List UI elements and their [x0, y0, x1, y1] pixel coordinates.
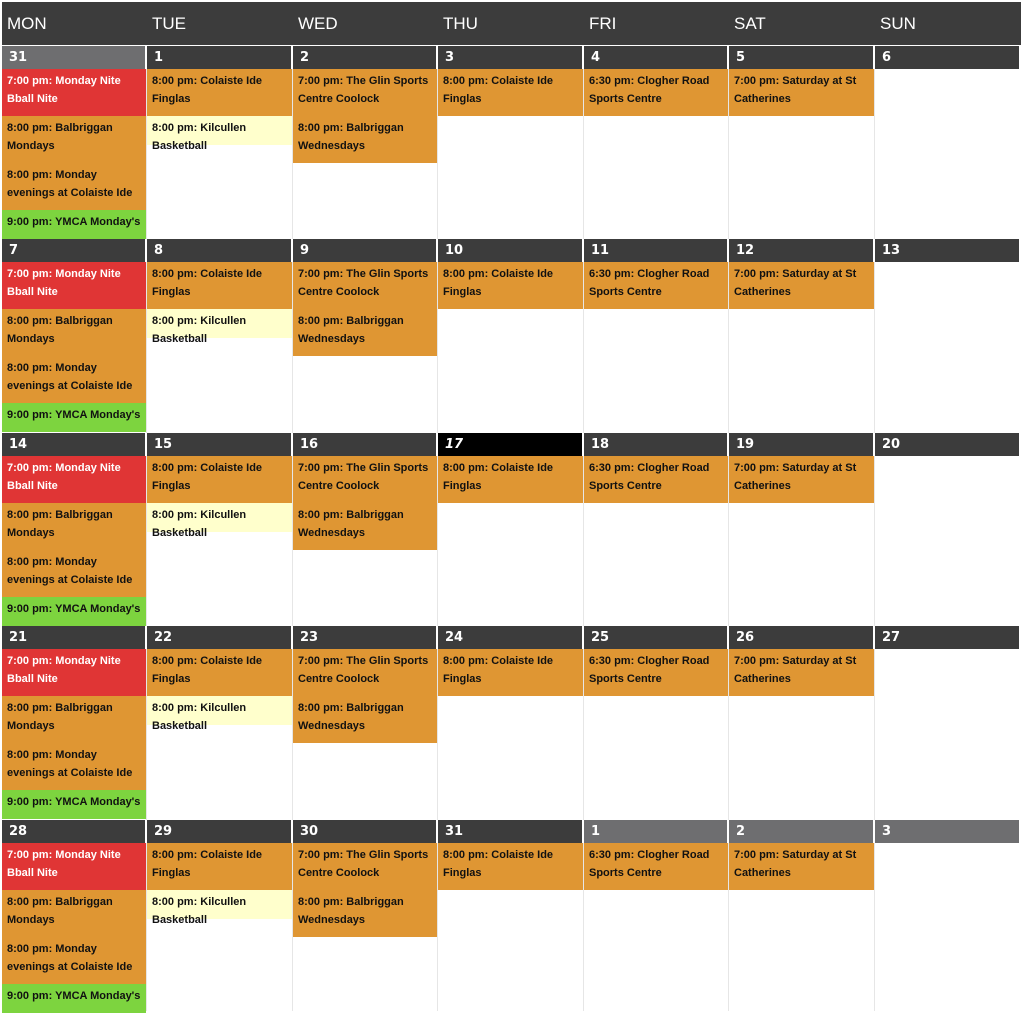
calendar-event[interactable]: 7:00 pm: Saturday at St Catherines — [729, 262, 874, 309]
weekday-wed: WED — [298, 14, 338, 33]
week-row — [2, 820, 1021, 1011]
calendar-event[interactable]: 7:00 pm: Saturday at St Catherines — [729, 843, 874, 890]
day-cell[interactable] — [584, 456, 729, 626]
calendar-event[interactable]: 7:00 pm: Monday Nite Bball Nite — [2, 649, 146, 696]
day-number[interactable]: 30 — [293, 820, 436, 843]
calendar-event[interactable]: 9:00 pm: YMCA Monday's — [2, 403, 146, 432]
day-number[interactable]: 27 — [875, 626, 1019, 649]
calendar-event[interactable]: 8:00 pm: Balbriggan Wednesdays — [293, 116, 437, 163]
calendar-event[interactable]: 7:00 pm: The Glin Sports Centre Coolock — [293, 262, 437, 309]
day-cell[interactable] — [584, 262, 729, 433]
day-number[interactable]: 19 — [729, 433, 873, 456]
day-number[interactable]: 4 — [584, 46, 727, 69]
day-cell[interactable] — [875, 843, 1021, 1011]
calendar-event[interactable]: 8:00 pm: Balbriggan Wednesdays — [293, 890, 437, 937]
day-cell[interactable] — [875, 649, 1021, 820]
day-number[interactable]: 21 — [2, 626, 145, 649]
day-number[interactable]: 5 — [729, 46, 873, 69]
calendar-event[interactable]: 8:00 pm: Balbriggan Wednesdays — [293, 503, 437, 550]
weekday-header — [2, 2, 1021, 45]
calendar-event[interactable]: 8:00 pm: Monday evenings at Colaiste Ide — [2, 356, 146, 403]
calendar-event[interactable]: 7:00 pm: The Glin Sports Centre Coolock — [293, 69, 437, 116]
day-cell[interactable] — [584, 649, 729, 820]
day-cell[interactable] — [875, 69, 1021, 239]
calendar-event[interactable]: 8:00 pm: Monday evenings at Colaiste Ide — [2, 163, 146, 210]
calendar-event[interactable]: 8:00 pm: Balbriggan Mondays — [2, 890, 146, 937]
day-number[interactable]: 2 — [293, 46, 436, 69]
calendar-event[interactable]: 9:00 pm: YMCA Monday's — [2, 984, 146, 1013]
calendar-event[interactable]: 7:00 pm: Saturday at St Catherines — [729, 649, 874, 696]
calendar-event[interactable]: 8:00 pm: Colaiste Ide Finglas — [438, 262, 583, 309]
day-number[interactable]: 1 — [584, 820, 727, 843]
day-cell[interactable] — [729, 649, 875, 820]
day-cell[interactable] — [729, 843, 875, 1011]
calendar-event[interactable]: 6:30 pm: Clogher Road Sports Centre — [584, 262, 728, 309]
calendar-event[interactable]: 8:00 pm: Kilcullen Basketball — [147, 309, 292, 338]
calendar-event[interactable]: 8:00 pm: Kilcullen Basketball — [147, 890, 292, 919]
day-cell[interactable] — [729, 262, 875, 433]
calendar-event[interactable]: 6:30 pm: Clogher Road Sports Centre — [584, 649, 728, 696]
day-cell[interactable] — [147, 649, 293, 820]
day-cell[interactable] — [729, 456, 875, 626]
calendar-event[interactable]: 8:00 pm: Balbriggan Wednesdays — [293, 309, 437, 356]
day-cell[interactable] — [438, 69, 584, 239]
day-cell[interactable] — [875, 262, 1021, 433]
week-row — [2, 626, 1021, 820]
calendar-event[interactable]: 8:00 pm: Colaiste Ide Finglas — [147, 69, 292, 116]
day-cell[interactable] — [2, 456, 147, 626]
calendar-event[interactable]: 7:00 pm: The Glin Sports Centre Coolock — [293, 649, 437, 696]
calendar-event[interactable]: 7:00 pm: Monday Nite Bball Nite — [2, 69, 146, 116]
day-number[interactable]: 10 — [438, 239, 582, 262]
day-number[interactable]: 31 — [438, 820, 582, 843]
calendar-event[interactable]: 7:00 pm: Saturday at St Catherines — [729, 456, 874, 503]
calendar-event[interactable]: 8:00 pm: Kilcullen Basketball — [147, 503, 292, 532]
calendar-event[interactable]: 7:00 pm: Saturday at St Catherines — [729, 69, 874, 116]
day-number[interactable]: 8 — [147, 239, 291, 262]
day-number[interactable]: 20 — [875, 433, 1019, 456]
weekday-tue: TUE — [152, 14, 186, 33]
weekday-mon: MON — [7, 14, 47, 33]
calendar-event[interactable]: 8:00 pm: Monday evenings at Colaiste Ide — [2, 937, 146, 984]
day-cell[interactable] — [293, 69, 438, 239]
day-number[interactable]: 6 — [875, 46, 1019, 69]
day-cell[interactable] — [2, 69, 147, 239]
day-cell[interactable] — [147, 843, 293, 1011]
day-number[interactable]: 28 — [2, 820, 145, 843]
calendar-event[interactable]: 8:00 pm: Monday evenings at Colaiste Ide — [2, 743, 146, 790]
day-cell[interactable] — [2, 262, 147, 433]
day-cell[interactable] — [584, 843, 729, 1011]
calendar-event[interactable]: 8:00 pm: Monday evenings at Colaiste Ide — [2, 550, 146, 597]
day-number[interactable]: 17 — [438, 433, 582, 456]
calendar-event[interactable]: 8:00 pm: Colaiste Ide Finglas — [147, 843, 292, 890]
day-number[interactable]: 3 — [438, 46, 582, 69]
day-number[interactable]: 11 — [584, 239, 727, 262]
calendar-event[interactable]: 8:00 pm: Balbriggan Mondays — [2, 696, 146, 743]
weekday-fri: FRI — [589, 14, 617, 33]
week-row — [2, 46, 1021, 239]
calendar-event[interactable]: 7:00 pm: The Glin Sports Centre Coolock — [293, 843, 437, 890]
calendar-event[interactable]: 9:00 pm: YMCA Monday's — [2, 790, 146, 819]
calendar-event[interactable]: 6:30 pm: Clogher Road Sports Centre — [584, 843, 728, 890]
day-number[interactable]: 31 — [2, 46, 145, 69]
day-cell[interactable] — [2, 843, 147, 1011]
day-cell[interactable] — [729, 69, 875, 239]
calendar-event[interactable]: 7:00 pm: Monday Nite Bball Nite — [2, 262, 146, 309]
day-number[interactable]: 12 — [729, 239, 873, 262]
calendar-event[interactable]: 9:00 pm: YMCA Monday's — [2, 597, 146, 626]
day-cell[interactable] — [2, 649, 147, 820]
calendar-event[interactable]: 8:00 pm: Colaiste Ide Finglas — [438, 843, 583, 890]
day-number[interactable]: 13 — [875, 239, 1019, 262]
calendar-event[interactable]: 7:00 pm: The Glin Sports Centre Coolock — [293, 456, 437, 503]
day-cell[interactable] — [875, 456, 1021, 626]
calendar-event[interactable]: 8:00 pm: Kilcullen Basketball — [147, 116, 292, 145]
calendar-event[interactable]: 8:00 pm: Kilcullen Basketball — [147, 696, 292, 725]
day-cell[interactable] — [293, 649, 438, 820]
day-number[interactable]: 25 — [584, 626, 727, 649]
calendar-event[interactable]: 6:30 pm: Clogher Road Sports Centre — [584, 456, 728, 503]
calendar-event[interactable]: 8:00 pm: Colaiste Ide Finglas — [147, 262, 292, 309]
calendar-event[interactable]: 8:00 pm: Colaiste Ide Finglas — [438, 649, 583, 696]
day-number[interactable]: 14 — [2, 433, 145, 456]
day-number[interactable]: 18 — [584, 433, 727, 456]
calendar-event[interactable]: 8:00 pm: Balbriggan Mondays — [2, 116, 146, 163]
day-number[interactable]: 2 — [729, 820, 873, 843]
day-cell[interactable] — [147, 456, 293, 626]
calendar-event[interactable]: 9:00 pm: YMCA Monday's — [2, 210, 146, 239]
calendar-event[interactable]: 8:00 pm: Colaiste Ide Finglas — [438, 69, 583, 116]
day-number[interactable]: 29 — [147, 820, 291, 843]
day-cell[interactable] — [293, 456, 438, 626]
day-number[interactable]: 9 — [293, 239, 436, 262]
day-cell[interactable] — [438, 262, 584, 433]
day-number[interactable]: 22 — [147, 626, 291, 649]
calendar-event[interactable]: 7:00 pm: Monday Nite Bball Nite — [2, 843, 146, 890]
calendar-event[interactable]: 8:00 pm: Colaiste Ide Finglas — [438, 456, 583, 503]
week-row — [2, 239, 1021, 433]
day-cell[interactable] — [293, 843, 438, 1011]
day-cell[interactable] — [147, 262, 293, 433]
day-cell[interactable] — [147, 69, 293, 239]
calendar-event[interactable]: 7:00 pm: Monday Nite Bball Nite — [2, 456, 146, 503]
weekday-sat: SAT — [734, 14, 766, 33]
day-number[interactable]: 26 — [729, 626, 873, 649]
day-number[interactable]: 7 — [2, 239, 145, 262]
day-number[interactable]: 24 — [438, 626, 582, 649]
calendar-event[interactable]: 6:30 pm: Clogher Road Sports Centre — [584, 69, 728, 116]
day-cell[interactable] — [438, 456, 584, 626]
calendar-event[interactable]: 8:00 pm: Balbriggan Wednesdays — [293, 696, 437, 743]
day-cell[interactable] — [584, 69, 729, 239]
weekday-sun: SUN — [880, 14, 916, 33]
day-number[interactable]: 23 — [293, 626, 436, 649]
day-number[interactable]: 1 — [147, 46, 291, 69]
calendar-event[interactable]: 8:00 pm: Colaiste Ide Finglas — [147, 456, 292, 503]
week-row — [2, 433, 1021, 626]
calendar-event[interactable]: 8:00 pm: Colaiste Ide Finglas — [147, 649, 292, 696]
day-number[interactable]: 3 — [875, 820, 1019, 843]
day-cell[interactable] — [438, 843, 584, 1011]
day-number[interactable]: 15 — [147, 433, 291, 456]
weekday-thu: THU — [443, 14, 478, 33]
day-number[interactable]: 16 — [293, 433, 436, 456]
calendar-event[interactable]: 8:00 pm: Balbriggan Mondays — [2, 309, 146, 356]
day-cell[interactable] — [293, 262, 438, 433]
day-cell[interactable] — [438, 649, 584, 820]
calendar-event[interactable]: 8:00 pm: Balbriggan Mondays — [2, 503, 146, 550]
